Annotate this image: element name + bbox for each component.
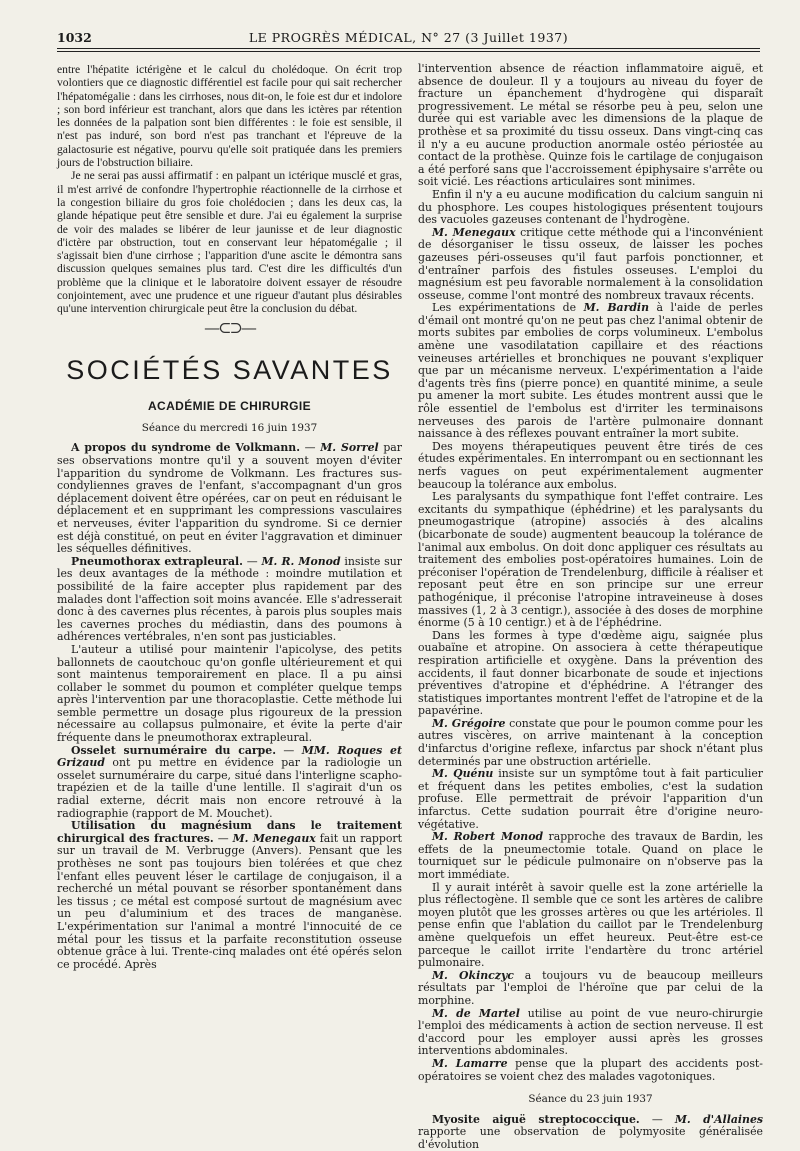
- article-pneumothorax: Pneumothorax extrapleural. — M. R. Monod insiste sur les deux avantages de la méthode : moindre mutilation et possibilité de la faire accepter plus rapidement par des malades dont l'affection soit moins avancée. Elle s'adresserait donc à des cavernes plus récentes, à parois plus souples mais les cavernes proches du médiastin, dans des poumons à adhérences vertébrales, n'en sont pas justiciables.: [57, 554, 402, 644]
- article-osselet: Osselet surnuméraire du carpe. — MM. Roques et Grizaud ont pu mettre en évidence par la radiologie un osselet surnuméraire du carpe, situé dans l'interligne scapho-trapézien et de la taille d'une lentille. Il s'agirait d'un os radial externe, décrit mais non encore retrouvé à la radiographie (rapport de M. Mouchet).: [57, 743, 402, 820]
- speaker-name: M. Menegaux: [432, 225, 516, 239]
- paragraph: [418, 831, 763, 881]
- paragraph: [418, 1058, 763, 1083]
- session-date: Séance du 23 juin 1937: [528, 1093, 653, 1106]
- speaker-name: M. Grégoire: [432, 716, 506, 730]
- intro-paragraph-1: entre l'hépatite ictérigène et le calcul du cholédoque. On écrit trop volontiers que ce diagnostic différentiel est facile pour qui sait rechercher l'hépatomégalie : dans les cirrhoses, nous dit-on, le foie est dur et indolore ; son bord inférieur est tranchant, alors que dans les ictères par rétention les données de la palpation sont bien différentes : le foie est sensible, il n'est pas induré, son bord n'est pas tranchant et l'épreuve de la galactosurie est négative, pourvu qu'elle soit pratiquée dans les premiers jours de l'obstruction biliaire.: [57, 63, 402, 170]
- article-text: insiste sur les deux avantages de la méthode : moindre mutilation et possibilité de la faire accepter plus rapidement par des malades dont l'affection soit moins avancée. Elle s'adresserait donc à des cavernes plus récentes, à parois plus souples mais les cavernes proches du médiastin, dans des poumons à adhérences vertébrales, n'en sont pas justiciables.: [57, 554, 402, 644]
- ornament-divider: —⊂⊃—: [204, 317, 255, 337]
- article-magnesium: Utilisation du magnésium dans le traitement chirurgical des fractures. — M. Menegaux fait un rapport sur un travail de M. Verbrugge (Anvers). Pensant que les prothèses ne sont pas toujours bien tolérées et que chez l'enfant elles peuvent léser le cartilage de conjugaison, il a recherché un métal pouvant se résorber spontanément dans les tissus ; ce métal est composé surtout de magnésium avec un peu d'aluminium et des traces de manganèse. L'expérimentation sur l'animal a montré l'innocuité de ce métal pour les tissus et la parfaite reconstitution osseuse obtenue grâce à lui. Trente-cinq malades ont été opérés selon ce procédé. Après: [57, 819, 402, 971]
- article-title: A propos du syndrome de Volkmann.: [71, 441, 301, 455]
- header-rule: [57, 48, 760, 49]
- paragraph-text: insiste sur un symptôme tout à fait particulier et fréquent dans les petites embolies, c'est la sudation profuse. Elle permettrait de prévoir l'apparition d'un infarctus. Cette sudation pourrait être d'origine neuro-végétative.: [418, 767, 763, 831]
- paragraph-text: utilise au point de vue neuro-chirurgie l'emploi des médicaments à action de section nerveuse. Il est d'accord pour les employer aussi après les grosses interventions abdominales.: [418, 1006, 763, 1058]
- society-heading: ACADÉMIE DE CHIRURGIE: [147, 399, 312, 414]
- article-pneumothorax-continued: L'auteur a utilisé pour maintenir l'apicolyse, des petits ballonnets de caoutchouc qu'on gonfle ultérieurement et qui sont maintenus temporairement en place. Il a pu ainsi collaber le sommet du poumon et compléter quelque temps après l'intervention par une thoracoplastie. Cette méthode lui semble permettre un dosage plus rigoureux de la pression nécessaire au collapsus pulmonaire, et évite la perte d'air fréquente dans le pneumothorax extrapleural.: [57, 642, 402, 745]
- speaker-name: M. Bardin: [583, 301, 649, 315]
- paragraph: [418, 718, 763, 768]
- speaker-name: M. Okinczyc: [432, 968, 514, 982]
- article-text: par ses observations montre qu'il y a souvent moyen d'éviter l'apparition du syndrome de Volkmann. Les fractures sus-condyliennes graves de l'enfant, s'accompagnant d'un gros déplacement doivent être opérées, car on peut en réduisant le déplacement et en supprimant les compressions vasculaires et nerveuses, éviter l'apparition du syndrome. Si ce dernier est déjà constitué, on peut en éviter l'aggravation et diminuer les séquelles définitives.: [57, 441, 402, 556]
- paragraph: [418, 302, 763, 441]
- paragraph-text: Les expérimentations de: [432, 301, 577, 315]
- paragraph: [418, 227, 763, 303]
- page-number: 1032: [57, 30, 92, 45]
- left-column: [57, 63, 402, 971]
- speaker-name: M. Robert Monod: [432, 830, 544, 844]
- page-header: [57, 30, 760, 48]
- running-title: LE PROGRÈS MÉDICAL, N° 27 (3 Juillet 1937): [248, 30, 569, 45]
- right-column: [418, 63, 763, 1151]
- paragraph: Dans les formes à type d'œdème aigu, saignée plus ouabaïne et atropine. On associera à cette thérapeutique respiration artificielle et oxygène. Dans la prévention des accidents, il faut donner bicarbonate de soude et injections préventives d'atropine et d'éphédrine. A l'étranger des statistiques importantes montrent l'effet de l'atropine et de la papavérine.: [418, 628, 763, 718]
- section-title: SOCIÉTÉS SAVANTES: [66, 354, 393, 385]
- paragraph: Les paralysants du sympathique font l'effet contraire. Les excitants du sympathique (éphédrine) et les paralysants du pneumogastrique (atropine) associés à des alcalins (bicarbonate de soude) augmentent beaucoup la tolérance de l'animal aux embolus. On doit donc appliquer ces résultats au traitement des embolies post-opératoires humaines. Loin de préconiser l'opération de Trendelenburg, difficile à réaliser et reposant peut être en son principe sur une erreur pathogénique, il préconise l'atropine intraveineuse à doses massives (1, 2 à 3 centigr.), associée à des doses de morphine énorme (5 à 10 centigr.) et à de l'éphédrine.: [418, 490, 763, 630]
- paragraph: Des moyens thérapeutiques peuvent être tirés de ces études expérimentales. En interrompant ou en sectionnant les nerfs vagues on peut expérimentalement augmenter beaucoup la tolérance aux embolus.: [418, 439, 763, 491]
- article-author: M. d'Allaines: [674, 1112, 763, 1126]
- paragraph: l'intervention absence de réaction inflammatoire aiguë, et absence de douleur. Il y a toujours au niveau du foyer de fracture un épanchement d'hydrogène qui disparaît progressivement. Le métal se résorbe peu à peu, selon une durée qui est variable avec les dimensions de la plaque de prothèse et sa proximité du tissu osseux. Dans vingt-cinq cas il n'y a eu aucune production anormale ostéo périostée au contact de la prothèse. Quinze fois le cartilage de conjugaison a été perforé sans que l'accroissement épiphysaire s'arrête ou soit vicié. Les réactions articulaires sont minimes.: [418, 62, 763, 189]
- article-title: Utilisation du magnésium dans le traitement chirurgical des fractures.: [57, 819, 402, 845]
- article-volkmann: A propos du syndrome de Volkmann. — M. Sorrel par ses observations montre qu'il y a souvent moyen d'éviter l'apparition du syndrome de Volkmann. Les fractures sus-condyliennes graves de l'enfant, s'accompagnant d'un gros déplacement doivent être opérées, car on peut en réduisant le déplacement et en supprimant les compressions vasculaires et nerveuses, éviter l'apparition du syndrome. Si ce dernier est déjà constitué, on peut en éviter l'aggravation et diminuer les séquelles définitives.: [57, 441, 402, 556]
- article-title: Osselet surnuméraire du carpe.: [71, 743, 276, 757]
- article-title: Pneumothorax extrapleural.: [71, 554, 243, 568]
- intro-paragraph-2: Je ne serai pas aussi affirmatif : en palpant un ictérique musclé et gras, il m'est arrivé de confondre l'hypertrophie réactionnelle de la cirrhose et la congestion biliaire du gros foie cholédocien ; dans les deux cas, la glande hépatique peut être sensible et dure. J'ai eu également la surprise de voir des malades se libérer de leur jaunisse et de leur diagnostic d'ictère par obstruction, tout en conservant leur hépatomégalie ; il s'agissait bien d'une cirrhose ; l'apparition d'une ascite le démontra sans discussion quelques semaines plus tard. C'est dire les difficultés d'un problème que la clinique et le laboratoire doivent essayer de résoudre conjointement, avec une prudence et une rigueur d'autant plus désirables qu'une intervention chirurgicale peut être la conclusion du débat.: [57, 169, 402, 316]
- article-author: MM. Roques et Grizaud: [57, 743, 402, 770]
- paragraph-text: pense que la plupart des accidents post-opératoires se voient chez des malades vagotoniques.: [418, 1056, 763, 1083]
- paragraph-text: constate que pour le poumon comme pour les autres viscères, on arrive maintenant à la conception d'infarctus d'origine reflexe, infarctus par shock n'étant plus determinés par une obstruction artérielle.: [418, 716, 764, 768]
- paragraph-text: rapproche des travaux de Bardin, les effets de la pneumectomie totale. Quand on place le tourniquet sur le pédicule pulmonaire on n'observe pas la mort immédiate.: [418, 830, 763, 881]
- speaker-name: M. Lamarre: [432, 1056, 508, 1070]
- paragraph-text: a toujours vu de beaucoup meilleurs résultats par l'emploi de l'héroïne que par celui de la morphine.: [418, 968, 763, 1007]
- article-text: ont pu mettre en évidence par la radiologie un osselet surnuméraire du carpe, situé dans l'interligne scapho-trapézien et de la taille d'une lentille. Il s'agirait d'un os radial externe, décrit mais non encore retrouvé à la radiographie (rapport de M. Mouchet).: [57, 756, 402, 820]
- header-rule-secondary: [57, 51, 760, 52]
- paragraph: [418, 1008, 763, 1058]
- article-author: M. R. Monod: [261, 554, 341, 568]
- paragraph: Enfin il n'y a eu aucune modification du calcium sanguin ni du phosphore. Les coupes histologiques présentent toujours des vacuoles gazeuses contenant de l'hydrogène.: [418, 187, 763, 227]
- paragraph: [418, 768, 763, 831]
- speaker-name: M. Quénu: [432, 767, 494, 781]
- session-date: Séance du mercredi 16 juin 1937: [141, 421, 318, 434]
- paragraph-text: à l'aide de perles d'émail ont montré qu'on ne peut pas chez l'animal obtenir de morts subites par embolies de corps volumineux. L'embolus amène une vasodilatation capillaire et des réactions veineuses artérielles et bronchiques ne pouvant s'expliquer que par un mécanisme nerveux. L'expérimentation a l'aide d'agents très fins (pierre ponce) en quantité minime, a seule pu amener la mort subite. Les études montrent aussi que le rôle essentiel de l'embolus est d'irriter les terminaisons nerveuses des parois de l'artère pulmonaire donnant naissance à des réflexes pouvant entraîner la mort subite.: [418, 301, 764, 441]
- article-text: rapporte une observation de polymyosite généralisée d'évolution: [418, 1125, 763, 1151]
- article-myosite: Myosite aiguë streptococcique. — M. d'Allaines rapporte une observation de polymyosite généralisée d'évolution: [418, 1112, 763, 1151]
- paragraph: Il y aurait intérêt à savoir quelle est la zone artérielle la plus réflectogène. Il semble que ce sont les artères de calibre moyen plutôt que les grosses artères ou que les artérioles. Il pense enfin que l'ablation du caillot par le Trendelenburg amène quelquefois un effet heureux. Peut-être est-ce parceque le caillot irrite l'endartère du tronc artériel pulmonaire.: [418, 880, 763, 970]
- article-author: M. Menegaux: [232, 831, 316, 845]
- paragraph-text: critique cette méthode qui a l'inconvénient de désorganiser le tissu osseux, de laisser les poches gazeuses péri-osseuses qu'il faut parfois ponctionner, et d'entraîner parfois des fistules osseuses. L'emploi du magnésium est peu favorable normalement à la consolidation osseuse, comme l'ont montré des nombreux travaux récents.: [418, 225, 763, 302]
- article-author: M. Sorrel: [320, 441, 379, 455]
- speaker-name: M. de Martel: [432, 1006, 520, 1020]
- paragraph: [418, 970, 763, 1008]
- article-title: Myosite aiguë streptococcique.: [432, 1112, 640, 1126]
- article-text: fait un rapport sur un travail de M. Verbrugge (Anvers). Pensant que les prothèses ne sont pas toujours bien tolérées et que chez l'enfant elles peuvent léser le cartilage de conjugaison, il a recherché un métal pouvant se résorber spontanément dans les tissus ; ce métal est composé surtout de magnésium avec un peu d'aluminium et des traces de manganèse. L'expérimentation sur l'animal a montré l'innocuité de ce métal pour les tissus et la parfaite reconstitution osseuse obtenue grâce à lui. Trente-cinq malades ont été opérés selon ce procédé. Après: [57, 831, 402, 971]
